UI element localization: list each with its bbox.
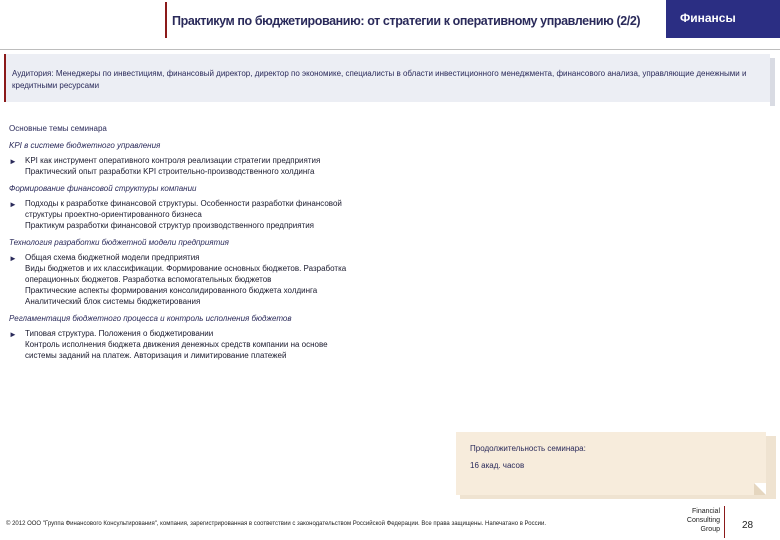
item-line: Практические аспекты формирования консолидированного бюджета холдинга bbox=[25, 286, 318, 295]
item-line: Практический опыт разработки KPI строительно-производственного холдинга bbox=[25, 167, 315, 176]
bullet-triangle-icon: ► bbox=[9, 157, 17, 166]
item-line: Контроль исполнения бюджета движения денежных средств компании на основе bbox=[25, 340, 328, 349]
section-title: Формирование финансовой структуры компании bbox=[9, 184, 197, 193]
section-title: Регламентация бюджетного процесса и контроль исполнения бюджетов bbox=[9, 314, 292, 323]
category-badge-label: Финансы bbox=[680, 11, 736, 25]
page-title: Практикум по бюджетированию: от стратегии к оперативному управлению (2/2) bbox=[172, 14, 641, 28]
audience-box bbox=[4, 54, 770, 102]
logo-line: Financial bbox=[691, 508, 720, 515]
duration-box bbox=[456, 432, 766, 495]
logo-divider bbox=[724, 506, 725, 538]
item-line: Подходы к разработке финансовой структуры. Особенности разработки финансовой bbox=[25, 199, 342, 208]
title-accent-rule bbox=[165, 2, 167, 38]
header-divider bbox=[0, 49, 780, 50]
section-title: Технология разработки бюджетной модели предприятия bbox=[9, 238, 229, 247]
list-item bbox=[9, 155, 439, 177]
section-title: KPI в системе бюджетного управления bbox=[9, 141, 161, 150]
item-line: KPI как инструмент оперативного контроля реализации стратегии предприятия bbox=[25, 156, 321, 165]
topics-list bbox=[9, 123, 439, 367]
copyright-notice: © 2012 ООО "Группа Финансового Консультирования", компания, зарегистрированная в соответствии с законодательством Российской Федерации. Все права защищены. Напечатано в России. bbox=[6, 521, 547, 527]
item-line: операционных бюджетов. Разработка вспомогательных бюджетов bbox=[25, 275, 272, 284]
duration-value: 16 акад. часов bbox=[470, 461, 525, 470]
audience-text: Аудитория: Менеджеры по инвестициям, финансовый директор, директор по экономике, специалисты в области инвестиционного менеджмента, финансового анализа, управляющие денежными и кредитными ресурсами bbox=[12, 69, 747, 90]
item-line: Общая схема бюджетной модели предприятия bbox=[25, 253, 200, 262]
logo-line: Consulting bbox=[686, 517, 720, 524]
topics-heading: Основные темы семинара bbox=[9, 124, 107, 133]
item-line: Типовая структура. Положения о бюджетировании bbox=[25, 329, 214, 338]
logo-line: Group bbox=[700, 526, 720, 533]
bullet-triangle-icon: ► bbox=[9, 330, 17, 339]
item-line: Виды бюджетов и их классификации. Формирование основных бюджетов. Разработка bbox=[25, 264, 347, 273]
audience-shadow bbox=[770, 58, 775, 106]
company-logo bbox=[668, 507, 720, 534]
page-number: 28 bbox=[742, 520, 754, 531]
bullet-triangle-icon: ► bbox=[9, 254, 17, 263]
page-fold-corner bbox=[754, 483, 766, 495]
duration-label: Продолжительность семинара: bbox=[470, 444, 586, 453]
category-badge bbox=[666, 0, 780, 38]
list-item bbox=[9, 328, 439, 361]
list-item bbox=[9, 198, 439, 231]
item-line: Аналитический блок системы бюджетирования bbox=[25, 297, 201, 306]
list-item bbox=[9, 252, 439, 307]
item-line: структуры проектно-ориентированного бизнеса bbox=[25, 210, 202, 219]
item-line: Практикум разработки финансовой структур производственного предприятия bbox=[25, 221, 315, 230]
item-line: системы заданий на платеж. Авторизация и лимитирование платежей bbox=[25, 351, 287, 360]
bullet-triangle-icon: ► bbox=[9, 200, 17, 209]
